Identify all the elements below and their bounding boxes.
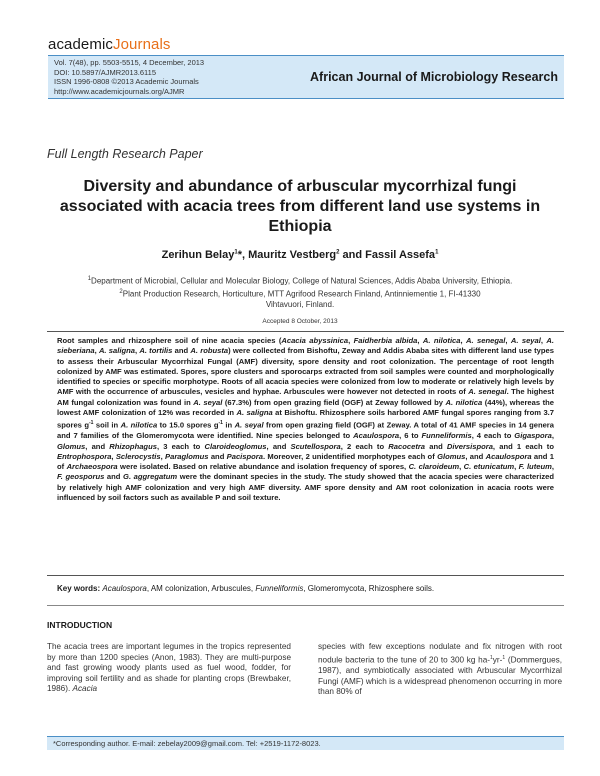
species-name: F. luteum — [518, 462, 552, 472]
species-name: A. sieberiana — [57, 336, 554, 356]
author-list — [50, 249, 550, 261]
text-run: , — [111, 451, 116, 461]
text-run: , — [551, 431, 554, 441]
text-run: , — [505, 336, 511, 345]
genus-name: Paraglomus — [165, 451, 209, 461]
unit-exponent: 1 — [502, 654, 506, 661]
separator: and — [339, 249, 366, 261]
text-run: species with few exceptions nodulate and fix nitrogen with root nodule bacteria to the tune of 20 to 300 kg ha- — [318, 642, 562, 665]
species-name: A. nilotica — [120, 420, 158, 430]
unit-exponent: -1 — [88, 420, 94, 427]
affiliation-number: 1 — [87, 276, 92, 282]
issn-line: ISSN 1996-0808 ©2013 Academic Journals — [54, 77, 199, 87]
text-run: , — [460, 336, 467, 345]
text-run: , 4 each to — [471, 431, 515, 441]
keywords-label: Key words: — [57, 584, 101, 593]
species-name: A. robusta — [190, 346, 229, 356]
genus-name: Claroideoglomus — [204, 441, 267, 451]
text-run: and — [104, 472, 124, 482]
species-name: A. tortilis — [139, 346, 173, 356]
species-name: A. seyal — [193, 397, 223, 407]
species-name: A. saligna — [236, 408, 273, 418]
intro-column-left — [47, 642, 291, 695]
accepted-date: Accepted 8 October, 2013 — [262, 318, 338, 325]
species-name: A. nilotica — [445, 397, 483, 407]
author-name: Zerihun Belay — [161, 249, 235, 261]
abstract-text — [57, 336, 554, 503]
genus-name: Funneliformis — [421, 431, 472, 441]
species-name: C. etunicatum — [463, 462, 515, 472]
text-run: in — [222, 420, 235, 430]
doi-line[interactable]: DOI: 10.5897/AJMR2013.6115 — [54, 67, 157, 77]
text-run: ) were collected from Bishoftu, Zeway and Addis Ababa sites with different land use types to assess their Arbuscular Mycorrhizal Fungal (AMF) diversity, spore density and root colonization. The percentage of root length colonized by AMF was estimated. Spores, spore clusters and sporocarps extracted from soil samples were counted and morphologically identified to species or specific morphotype. Roots of all acacia species were colonized from low to moderate or relatively high levels by AMF with the occurrence of arbuscules, vesicles and hyphae. Arbuscules were however not detected in roots of — [57, 346, 554, 397]
affiliation-number: 2 — [119, 289, 123, 296]
affiliations — [30, 274, 570, 311]
text-run: , — [459, 462, 464, 472]
text-run: , and 1 each to — [492, 441, 554, 451]
species-name: A. senegal — [468, 387, 507, 397]
intro-column-right — [318, 642, 562, 698]
affiliation-2 — [30, 287, 570, 300]
genus-name: Entrophospora — [57, 451, 112, 461]
paper-title: Diversity and abundance of arbuscular mycorrhizal fungi associated with acacia trees from different land use systems in Ethiopia — [59, 178, 541, 235]
genus-name: Acacia — [72, 684, 98, 694]
author-name: Fassil Assefa — [365, 249, 436, 261]
text-run: . The highest AM fungal colonization was found in — [57, 387, 555, 407]
text-run: , — [417, 336, 423, 345]
species-name: Acacia abyssinica — [281, 336, 349, 345]
text-run: and — [425, 441, 447, 451]
text-run: Root samples and rhizosphere soil of nine acacia species ( — [57, 336, 282, 345]
text-run: (Dommergues, 1987), and symbiotically associated with Arbuscular Mycorrhizal Fungi (AMF) which is a widespread phenomenon occurring in more than 80% of — [318, 655, 562, 697]
affiliation-text: Plant Production Research, Horticulture, MTT Agrifood Research Finland, Antinniementie 1, FI-41330 — [122, 289, 481, 299]
genus-name: Diversispora — [446, 441, 493, 451]
keyword: , Glomeromycota, Rhizosphere soils. — [303, 584, 435, 593]
text-run: , and — [85, 441, 110, 451]
keywords — [57, 584, 557, 593]
text-run: , 3 each to — [156, 441, 205, 451]
text-run: soil in — [93, 420, 121, 430]
affiliation-marker: 1 — [435, 249, 439, 256]
text-run: (44%), whereas the lowest AMF colonization of 12% was recorded in — [57, 397, 554, 418]
author-name: Mauritz Vestberg — [248, 249, 337, 261]
unit-exponent: -1 — [218, 420, 223, 427]
text-run: and — [208, 451, 227, 461]
affiliation-marker: 1 — [234, 249, 238, 256]
genus-name: Racocetra — [388, 441, 426, 451]
text-run: and 1 of — [57, 451, 554, 472]
genus-name: Gigaspora — [514, 431, 552, 441]
genus-name: Sclerocystis — [115, 451, 161, 461]
text-run: , — [348, 336, 354, 345]
journal-header-band — [48, 55, 564, 99]
text-run: , and — [266, 441, 291, 451]
keyword: Acaulospora — [102, 584, 147, 593]
text-run: to 15.0 spores g — [157, 420, 219, 430]
genus-name: Glomus — [437, 451, 466, 461]
text-run: , — [94, 346, 99, 356]
text-run: , — [540, 336, 547, 345]
volume-line: Vol. 7(48), pp. 5503-5515, 4 December, 2013 — [54, 58, 205, 67]
text-run: were isolated. Based on relative abundance and isolation frequency of spores, — [117, 462, 409, 472]
corresponding-author-footnote: *Corresponding author. E-mail: zebelay2009@gmail.com. Tel: +2519-1172-8023. — [47, 736, 564, 750]
text-run: , 6 to — [399, 431, 422, 441]
genus-name: Archaeospora — [66, 462, 118, 472]
unit-exponent: 1 — [490, 654, 493, 661]
journal-name: African Journal of Microbiology Research — [310, 70, 558, 84]
corresponding-marker: * — [237, 249, 242, 261]
journal-metadata — [54, 58, 204, 96]
genus-name: Scutellospora — [290, 441, 341, 451]
genus-name: Glomus — [57, 441, 86, 451]
text-run: , and — [465, 451, 486, 461]
text-run: , — [551, 462, 554, 472]
affiliation-marker: 2 — [336, 249, 340, 256]
abstract-box — [47, 331, 564, 576]
affiliation-1 — [30, 274, 570, 287]
text-run: were the dominant species in the study. The study showed that the acacia species were characterized by relatively high AMF colonization and very high AMF diversity. AMF spore density and AM root colonization in acacia roots were influenced by soil factors such as available P and soil texture. — [57, 472, 554, 502]
text-run: The acacia trees are important legumes in the tropics represented by more than 1200 species (Anon, 1983). They are multi-purpose and fast growing woody plants used as fuel wood, fodder, for improving soil fertility and as shade for planting crops (Brewbaker, 1986). — [47, 642, 291, 694]
genus-name: Pacispora — [226, 451, 263, 461]
genus-name: Acaulospora — [353, 431, 400, 441]
text-run: , — [160, 451, 166, 461]
species-name: A. nilotica — [422, 336, 461, 345]
text-run: (67.3%) from open grazing field (OGF) at Zeway followed by — [222, 397, 446, 407]
text-run: yr- — [492, 655, 503, 665]
text-run: , — [134, 346, 140, 356]
text-run: at Bishoftu. Rhizosphere soils harbored AMF fungal spores ranging from 3.7 spores g — [57, 408, 555, 430]
affiliation-2-cont: Vihtavuori, Finland. — [265, 300, 335, 310]
affiliation-text: Department of Microbial, Cellular and Molecular Biology, College of Natural Sciences, Addis Ababa University, Ethiopia. — [91, 276, 513, 286]
journal-url[interactable]: http://www.academicjournals.org/AJMR — [54, 86, 185, 96]
text-run: and — [172, 346, 191, 356]
genus-name: Acaulospora — [485, 451, 532, 461]
species-name: F. geosporus — [57, 472, 105, 482]
species-name: A. saligna — [98, 346, 135, 356]
paper-type: Full Length Research Paper — [47, 147, 203, 161]
keyword: Funneliformis — [255, 584, 304, 593]
separator: , — [241, 249, 249, 261]
species-name: A. seyal — [510, 336, 541, 345]
species-name: C. claroideum — [408, 462, 460, 472]
logo-part-academic: academic — [48, 36, 113, 53]
species-name: A. senegal — [466, 336, 506, 345]
species-name: G. aggregatum — [123, 472, 178, 482]
text-run: , 2 each to — [340, 441, 389, 451]
genus-name: Rhizophagus — [109, 441, 157, 451]
species-name: A. seyal — [234, 420, 264, 430]
introduction-heading: INTRODUCTION — [47, 620, 113, 630]
text-run: , — [514, 462, 519, 472]
section-divider — [47, 605, 564, 606]
keyword: , AM colonization, Arbuscules, — [146, 584, 256, 593]
text-run: . Moreover, 2 unidentified morphotypes each of — [262, 451, 438, 461]
logo-part-journals: Journals — [113, 36, 171, 53]
text-run: from open grazing field (OGF) at Zeway. A total of 41 AMF species in 14 genera and 7 families of the Glomeromycota were identified. Nine species belonged to — [57, 420, 554, 441]
species-name: Faidherbia albida — [353, 336, 418, 345]
publisher-logo — [48, 36, 171, 53]
